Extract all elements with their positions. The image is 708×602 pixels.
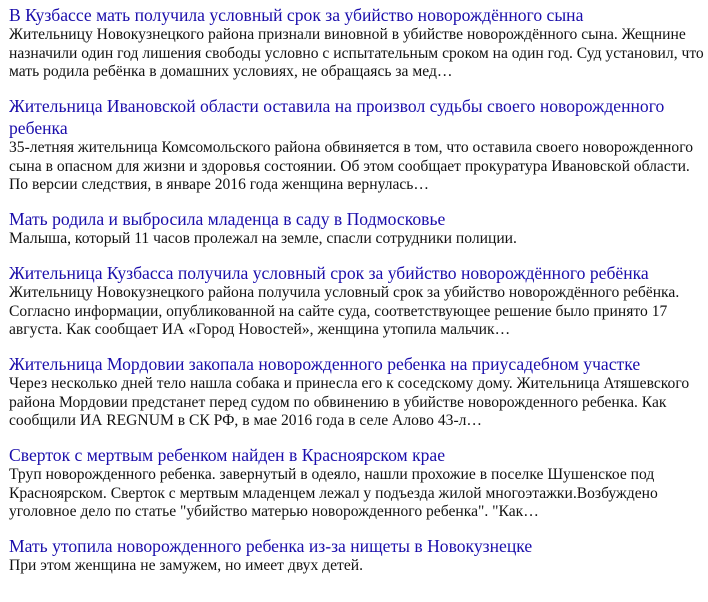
news-result <box>9 535 705 576</box>
news-result-title-link[interactable]: Жительница Ивановской области оставила на произвол судьбы своего новорожденного ребенка <box>9 96 665 138</box>
news-result <box>9 353 705 431</box>
news-result <box>9 208 705 249</box>
news-result <box>9 95 705 195</box>
news-result-snippet: Через несколько дней тело нашла собака и принесла его к соседскому дому. Жительница Атяшевского района Мордовии предстанет перед судом по обвинению в убийстве новорожденного ребенка. Как сообщили ИА REGNUM в СК РФ, в мае 2016 года в селе Алово 43-л… <box>9 375 690 429</box>
news-result-title-link[interactable]: Сверток с мертвым ребенком найден в Красноярском крае <box>9 445 446 465</box>
news-result-title-link[interactable]: Жительница Мордовии закопала новорожденного ребенка на приусадебном участке <box>9 354 641 374</box>
news-result-snippet: Малыша, который 11 часов пролежал на земле, спасли сотрудники полиции. <box>9 230 517 247</box>
news-result-snippet: Жительницу Новокузнецкого района получила условный срок за убийство новорождённого ребёнка. Согласно информации, опубликованной на сайте суда, соответствующее решение было принято 17 августа. Как сообщает ИА «Город Новостей», женщина утопила мальчик… <box>9 284 680 338</box>
news-result-snippet: Труп новорожденного ребенка. завернутый в одеяло, нашли прохожие в поселке Шушенское под Красноярском. Сверток с мертвым младенцем лежал у подъезда жилой многоэтажки.Возбуждено уголовное дело по статье "убийство матерью новорожденного ребенка". "Как… <box>9 466 658 520</box>
news-result <box>9 444 705 522</box>
news-result-title-link[interactable]: Мать родила и выбросила младенца в саду в Подмосковье <box>9 209 446 229</box>
news-result-title-link[interactable]: Жительница Кузбасса получила условный срок за убийство новорождённого ребёнка <box>9 263 649 283</box>
news-result <box>9 4 705 82</box>
news-result <box>9 262 705 340</box>
news-results-list <box>9 4 705 589</box>
news-result-title-link[interactable]: Мать утопила новорожденного ребенка из-за нищеты в Новокузнецке <box>9 536 533 556</box>
news-result-title-link[interactable]: В Кузбассе мать получила условный срок за убийство новорождённого сына <box>9 5 584 25</box>
news-result-snippet: Жительницу Новокузнецкого района признали виновной в убийстве новорождённого сына. Жещнине назначили один год лишения свободы условно с испытательным сроком на один год. Суд установил, что мать родила ребёнка в домашних условиях, не обращаясь за мед… <box>9 26 704 80</box>
news-result-snippet: 35-летняя жительница Комсомольского района обвиняется в том, что оставила своего новорожденного сына в опасном для жизни и здоровья состоянии. Об этом сообщает прокуратура Ивановской области. По версии следствия, в январе 2016 года женщина вернулась… <box>9 139 693 193</box>
news-result-snippet: При этом женщина не замужем, но имеет двух детей. <box>9 557 363 574</box>
